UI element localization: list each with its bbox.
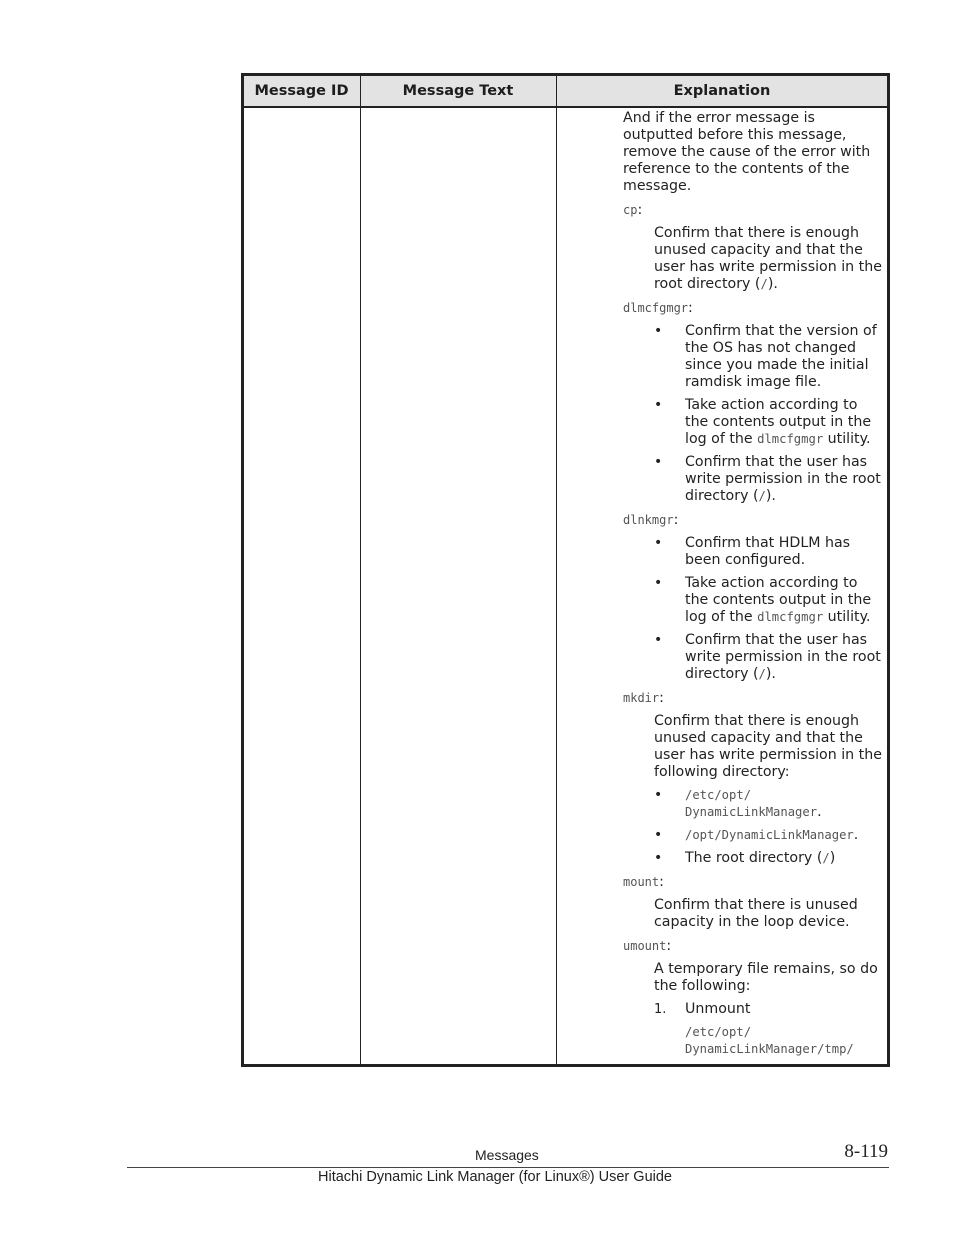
- list-item: • /opt/DynamicLinkManager.: [654, 827, 859, 843]
- mkdir-explanation: Confirm that there is enough unused capacity and that the user has write permission in the following directory:: [654, 713, 882, 780]
- column-divider: [360, 76, 361, 1064]
- list-item: • Take action according to the contents output in the log of the dlmcfgmgr utility.: [654, 397, 872, 447]
- list-item: • Confirm that the version of the OS has not changed since you made the initial ramdisk image file.: [654, 323, 877, 390]
- dlmcfgmgr-list: [623, 323, 885, 505]
- umount-path: /etc/opt/ DynamicLinkManager/tmp/: [685, 1025, 854, 1056]
- mount-explanation: Confirm that there is unused capacity in the loop device.: [654, 897, 858, 930]
- list-item: • Confirm that the user has write permission in the root directory (/).: [654, 454, 881, 504]
- term-cp: cp:: [623, 202, 643, 218]
- table-header-row: [244, 76, 887, 108]
- footer-divider: [127, 1167, 889, 1168]
- page-number: 8-119: [844, 1141, 888, 1162]
- umount-explanation: A temporary file remains, so do the following:: [654, 961, 878, 994]
- explanation-cell: [623, 110, 885, 1058]
- intro-text: And if the error message is outputted before this message, remove the cause of the error with reference to the contents of the message.: [623, 110, 871, 194]
- list-item: • Confirm that the user has write permission in the root directory (/).: [654, 632, 881, 682]
- term-umount: umount:: [623, 938, 672, 954]
- term-dlmcfgmgr: dlmcfgmgr:: [623, 300, 693, 316]
- list-item: • The root directory (/): [654, 850, 836, 866]
- numbered-step: 1. Unmount: [654, 1001, 751, 1017]
- footer-section-title: Messages: [475, 1147, 539, 1163]
- header-message-text: Message Text: [402, 83, 514, 99]
- header-message-id: Message ID: [254, 83, 349, 99]
- term-dlnkmgr: dlnkmgr:: [623, 512, 679, 528]
- list-item: • Take action according to the contents output in the log of the dlmcfgmgr utility.: [654, 575, 872, 625]
- term-mount: mount:: [623, 874, 664, 890]
- column-divider: [556, 76, 557, 1064]
- footer-guide-title: Hitachi Dynamic Link Manager (for Linux®) User Guide: [318, 1169, 672, 1185]
- dlnkmgr-list: [623, 535, 885, 683]
- term-mkdir: mkdir:: [623, 690, 664, 706]
- list-item: • Confirm that HDLM has been configured.: [654, 535, 851, 568]
- cp-explanation: Confirm that there is enough unused capacity and that the user has write permission in the root directory (/).: [654, 225, 882, 292]
- header-explanation: Explanation: [673, 83, 771, 99]
- mkdir-directory-list: [623, 787, 885, 867]
- list-item: • /etc/opt/ DynamicLinkManager.: [654, 787, 822, 820]
- messages-table: [241, 73, 890, 1067]
